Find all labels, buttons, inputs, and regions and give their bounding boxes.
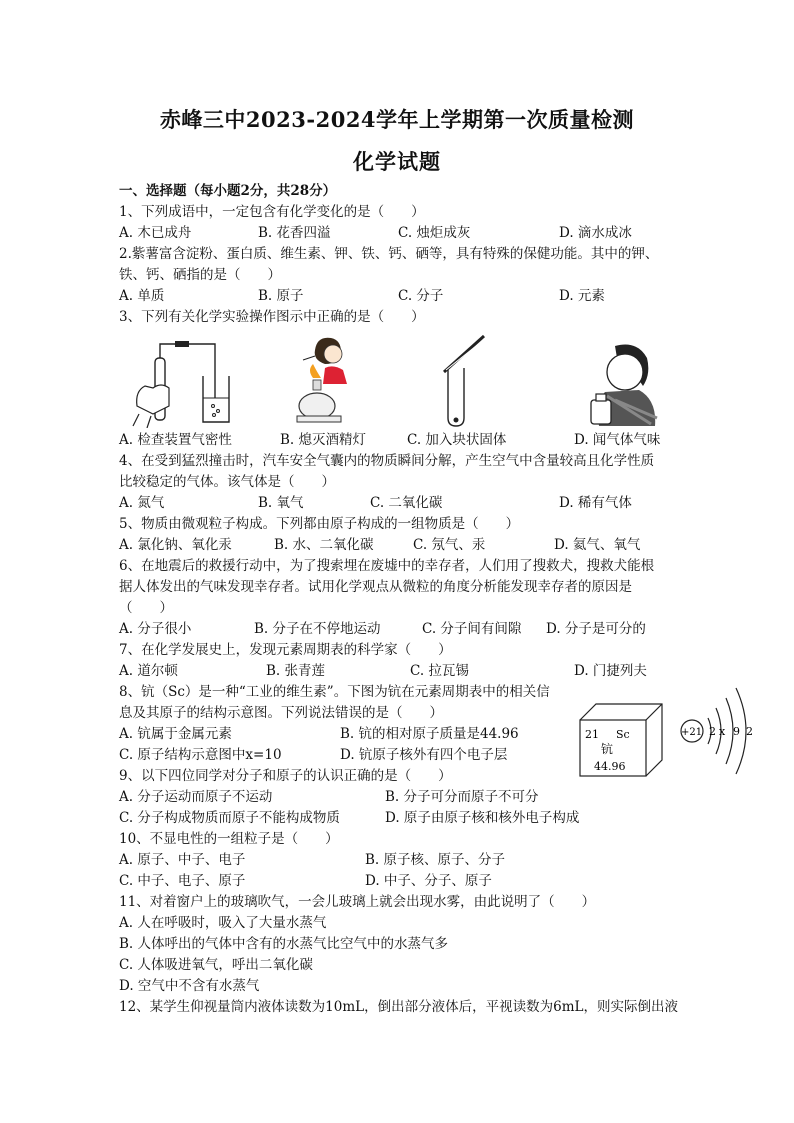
- shell-1-electrons: 2: [709, 725, 716, 738]
- q4-option-d: D. 稀有气体: [559, 495, 632, 511]
- q5-stem: 5、物质由微观粒子构成。下列都由原子构成的一组物质是（ ）: [119, 516, 520, 532]
- shell-2-electrons: x: [719, 725, 726, 738]
- q6-option-d: D. 分子是可分的: [546, 621, 646, 637]
- q4-option-c: C. 二氧化碳: [370, 495, 443, 511]
- q2-stem-line1: 2.紫薯富含淀粉、蛋白质、维生素、钾、铁、钙、硒等，具有特殊的保健功能。其中的钾、: [119, 246, 659, 262]
- q10-option-b: B. 原子核、原子、分子: [365, 852, 506, 868]
- q7-stem: 7、在化学发展史上，发现元素周期表的科学家（ ）: [119, 642, 452, 658]
- q4-stem-line2: 比较稳定的气体。该气体是（ ）: [119, 474, 335, 490]
- q4-stem-line1: 4、在受到猛烈撞击时，汽车安全气囊内的物质瞬间分解，产生空气中含量较高且化学性质: [119, 453, 655, 469]
- q2-option-c: C. 分子: [398, 288, 444, 304]
- q1-stem: 1、下列成语中，一定包含有化学变化的是（ ）: [119, 204, 425, 220]
- q6-option-b: B. 分子在不停地运动: [254, 621, 381, 637]
- extinguish-lamp-figure: [295, 334, 365, 426]
- q3-stem: 3、下列有关化学实验操作图示中正确的是（ ）: [119, 309, 425, 325]
- q8-stem-line2: 息及其原子的结构示意图。下列说法错误的是（ ）: [119, 705, 443, 721]
- q8-option-c: C. 原子结构示意图中x=10: [119, 747, 282, 763]
- q8-option-d: D. 钪原子核外有四个电子层: [340, 747, 508, 763]
- add-solid-figure: [430, 332, 500, 428]
- shell-4-electrons: 2: [746, 725, 753, 738]
- q10-option-c: C. 中子、电子、原子: [119, 873, 246, 889]
- q1-option-a: A. 木已成舟: [119, 225, 192, 241]
- q10-option-d: D. 中子、分子、原子: [365, 873, 492, 889]
- nucleus-charge: +21: [681, 727, 703, 738]
- q11-option-d: D. 空气中不含有水蒸气: [119, 978, 260, 994]
- q12-stem: 12、某学生仰视量筒内液体读数为10mL，倒出部分液体后，平视读数为6mL，则实际倒出液: [119, 999, 678, 1015]
- exam-subtitle: 化学试题: [353, 149, 441, 174]
- q2-option-a: A. 单质: [119, 288, 165, 304]
- shell-3-electrons: 9: [733, 725, 740, 738]
- q2-option-d: D. 元素: [559, 288, 605, 304]
- q7-option-b: B. 张青莲: [266, 663, 326, 679]
- q7-option-c: C. 拉瓦锡: [410, 663, 469, 679]
- cell-element-name: 钪: [601, 742, 614, 756]
- q8-stem-line1: 8、钪（Sc）是一种“工业的维生素”。下图为钪在元素周期表中的相关信: [119, 684, 550, 700]
- q5-option-d: D. 氦气、氧气: [554, 537, 641, 553]
- q1-option-b: B. 花香四溢: [258, 225, 331, 241]
- q6-option-a: A. 分子很小: [119, 621, 192, 637]
- periodic-cell-scandium: [576, 700, 666, 780]
- scandium-atom-diagram: [676, 678, 784, 782]
- q3-option-d: D. 闻气体气味: [574, 432, 661, 448]
- q2-option-b: B. 原子: [258, 288, 304, 304]
- q9-option-a: A. 分子运动而原子不运动: [119, 789, 273, 805]
- q5-option-c: C. 氖气、汞: [413, 537, 486, 553]
- q11-option-a: A. 人在呼吸时，吸入了大量水蒸气: [119, 915, 327, 931]
- q4-option-b: B. 氧气: [258, 495, 304, 511]
- cell-symbol: Sc: [616, 728, 630, 741]
- q9-option-d: D. 原子由原子核和核外电子构成: [385, 810, 580, 826]
- q7-option-d: D. 门捷列夫: [574, 663, 647, 679]
- smell-gas-figure: [585, 340, 659, 426]
- q11-option-b: B. 人体呼出的气体中含有的水蒸气比空气中的水蒸气多: [119, 936, 449, 952]
- q6-stem-line1: 6、在地震后的救援行动中，为了搜索埋在废墟中的幸存者，人们用了搜救犬，搜救犬能根: [119, 558, 655, 574]
- q10-stem: 10、不显电性的一组粒子是（ ）: [119, 831, 339, 847]
- q3-option-a: A. 检查装置气密性: [119, 432, 232, 448]
- q9-option-c: C. 分子构成物质而原子不能构成物质: [119, 810, 340, 826]
- q8-option-a: A. 钪属于金属元素: [119, 726, 232, 742]
- cell-atomic-number: 21: [585, 728, 599, 741]
- q5-option-a: A. 氯化钠、氧化汞: [119, 537, 232, 553]
- q9-stem: 9、以下四位同学对分子和原子的认识正确的是（ ）: [119, 768, 452, 784]
- q11-stem: 11、对着窗户上的玻璃吹气，一会儿玻璃上就会出现水雾，由此说明了（ ）: [119, 894, 596, 910]
- q4-option-a: A. 氮气: [119, 495, 165, 511]
- q3-option-c: C. 加入块状固体: [407, 432, 507, 448]
- q8-option-b: B. 钪的相对原子质量是44.96: [340, 726, 519, 742]
- q6-stem-line2: 据人体发出的气味发现幸存者。试用化学观点从微粒的角度分析能发现幸存者的原因是: [119, 579, 632, 595]
- exam-title: 赤峰三中2023-2024学年上学期第一次质量检测: [159, 107, 635, 132]
- q1-option-c: C. 烛炬成灰: [398, 225, 471, 241]
- q10-option-a: A. 原子、中子、电子: [119, 852, 246, 868]
- q2-stem-line2: 铁、钙、硒指的是（ ）: [119, 267, 281, 283]
- q5-option-b: B. 水、二氧化碳: [274, 537, 374, 553]
- airtight-check-figure: [125, 336, 245, 428]
- section-heading: 一、选择题（每小题2分，共28分）: [119, 183, 337, 199]
- q11-option-c: C. 人体吸进氧气，呼出二氧化碳: [119, 957, 313, 973]
- q6-stem-line3: （ ）: [119, 600, 173, 616]
- q7-option-a: A. 道尔顿: [119, 663, 178, 679]
- q1-option-d: D. 滴水成冰: [559, 225, 632, 241]
- q3-option-b: B. 熄灭酒精灯: [280, 432, 367, 448]
- q9-option-b: B. 分子可分而原子不可分: [385, 789, 539, 805]
- cell-atomic-mass: 44.96: [594, 760, 626, 773]
- q6-option-c: C. 分子间有间隙: [422, 621, 522, 637]
